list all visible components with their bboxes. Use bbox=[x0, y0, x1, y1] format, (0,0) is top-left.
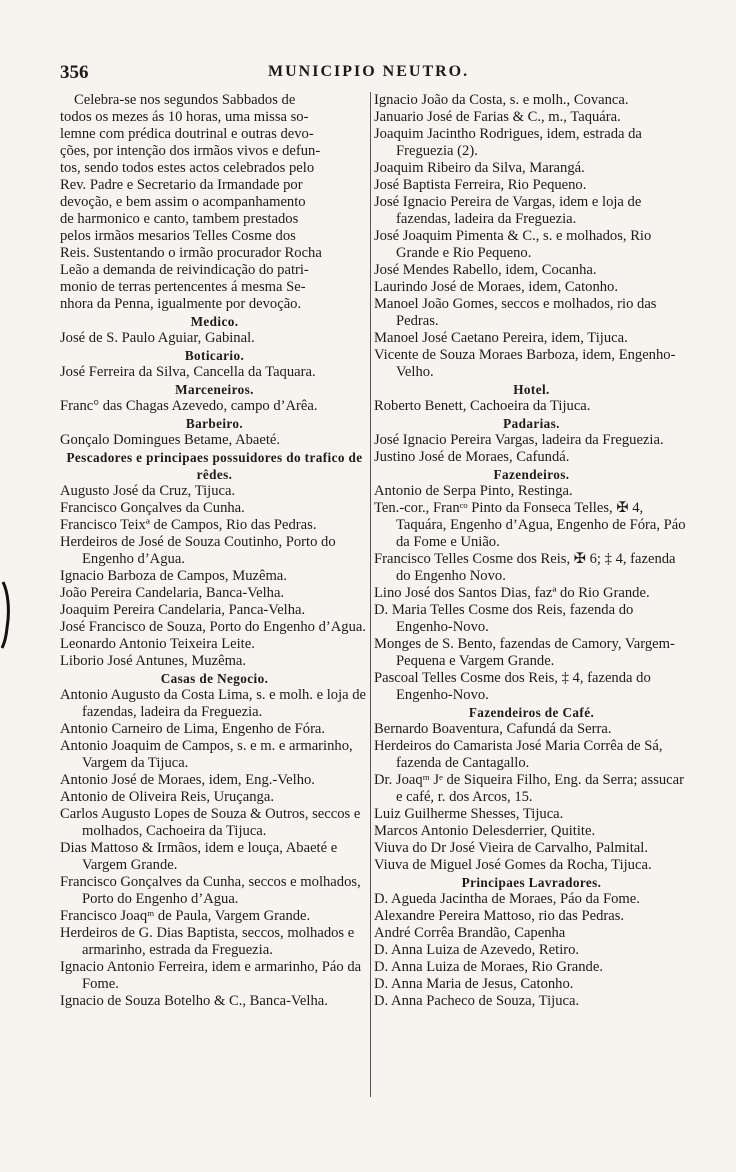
intro-line: Reis. Sustentando o irmão procurador Rocha bbox=[60, 245, 322, 261]
list-item: D. Anna Pacheco de Souza, Tijuca. bbox=[374, 993, 580, 1009]
margin-ink-mark bbox=[0, 580, 12, 650]
list-item: Vicente de Souza Moraes Barboza, idem, Engenho-Velho. bbox=[374, 347, 676, 380]
list-item: Francisco Teixª de Campos, Rio das Pedras. bbox=[60, 517, 317, 533]
list-item: Dr. Joaqᵐ Jᵉ de Siqueira Filho, Eng. da Serra; assucar e café, r. dos Arcos, 15. bbox=[374, 772, 684, 805]
list-item: Antonio de Oliveira Reis, Uruçanga. bbox=[60, 789, 274, 805]
list-item: Herdeiros de José de Souza Coutinho, Porto do Engenho d’Agua. bbox=[60, 534, 336, 567]
section-heading: Fazendeiros de Café. bbox=[468, 705, 595, 720]
list-item: Joaquim Pereira Candelaria, Panca-Velha. bbox=[60, 602, 306, 618]
intro-paragraph bbox=[60, 92, 369, 313]
section-heading: Boticario. bbox=[184, 348, 245, 363]
right-column bbox=[374, 92, 689, 1010]
intro-line: Rev. Padre e Secretario da Irmandade por bbox=[60, 177, 303, 193]
left-column bbox=[60, 92, 369, 1010]
running-title: MUNICIPIO NEUTRO. bbox=[268, 63, 470, 80]
list-item: Antonio José de Moraes, idem, Eng.-Velho. bbox=[60, 772, 315, 788]
list-item: Ignacio Barboza de Campos, Muzêma. bbox=[60, 568, 287, 584]
list-item: Dias Mattoso & Irmãos, idem e louça, Abaeté e Vargem Grande. bbox=[60, 840, 338, 873]
list-item: Roberto Benett, Cachoeira da Tijuca. bbox=[374, 398, 591, 414]
list-item: Joaquim Jacintho Rodrigues, idem, estrada da Freguezia (2). bbox=[374, 126, 642, 159]
list-item: José Ignacio Pereira Vargas, ladeira da Freguezia. bbox=[374, 432, 664, 448]
section bbox=[374, 466, 689, 704]
list-item: Antonio Joaquim de Campos, s. e m. e armarinho, Vargem da Tijuca. bbox=[60, 738, 353, 771]
right-sections bbox=[374, 381, 689, 1010]
list-item: D. Anna Luiza de Moraes, Rio Grande. bbox=[374, 959, 603, 975]
list-item: José Ferreira da Silva, Cancella da Taquara. bbox=[60, 364, 316, 380]
section bbox=[60, 670, 369, 1010]
list-item: Antonio Augusto da Costa Lima, s. e molh. e loja de fazendas, ladeira da Freguezia. bbox=[60, 687, 367, 720]
list-item: Joaquim Ribeiro da Silva, Marangá. bbox=[374, 160, 585, 176]
list-item: Antonio Carneiro de Lima, Engenho de Fóra. bbox=[60, 721, 326, 737]
list-item: Franc° das Chagas Azevedo, campo d’Arêa. bbox=[60, 398, 318, 414]
section-heading: Hotel. bbox=[513, 382, 550, 397]
page-number: 356 bbox=[60, 62, 89, 83]
page-header bbox=[60, 62, 692, 84]
section-heading: Barbeiro. bbox=[185, 416, 244, 431]
intro-line: Celebra-se nos segundos Sabbados de bbox=[74, 92, 296, 108]
list-item: D. Anna Maria de Jesus, Catonho. bbox=[374, 976, 574, 992]
section-heading: Principaes Lavradores. bbox=[461, 875, 602, 890]
intro-line: pelos irmãos mesarios Telles Cosme dos bbox=[60, 228, 296, 244]
intro-line: lemne com prédica doutrinal e outras devo- bbox=[60, 126, 314, 142]
list-item: Lino José dos Santos Dias, fazª do Rio Grande. bbox=[374, 585, 650, 601]
list-item: José Mendes Rabello, idem, Cocanha. bbox=[374, 262, 597, 278]
list-item: José Francisco de Souza, Porto do Engenho d’Agua. bbox=[60, 619, 367, 635]
section-heading: Marceneiros. bbox=[175, 382, 254, 397]
section-heading: Medico. bbox=[190, 314, 239, 329]
list-item: José Joaquim Pimenta & C., s. e molhados, Rio Grande e Rio Pequeno. bbox=[374, 228, 652, 261]
section bbox=[60, 449, 369, 670]
list-item: Marcos Antonio Delesderrier, Quitite. bbox=[374, 823, 596, 839]
list-item: Ignacio João da Costa, s. e molh., Covanca. bbox=[374, 92, 629, 108]
list-item: Manoel João Gomes, seccos e molhados, rio das Pedras. bbox=[374, 296, 657, 329]
section-heading: Fazendeiros. bbox=[493, 467, 570, 482]
section-heading: Casas de Negocio. bbox=[160, 671, 269, 686]
list-item: Alexandre Pereira Mattoso, rio das Pedras. bbox=[374, 908, 625, 924]
intro-line: monio de terras pertencentes á mesma Se- bbox=[60, 279, 306, 295]
list-item: Januario José de Farias & C., m., Taquára. bbox=[374, 109, 621, 125]
list-item: D. Agueda Jacintha de Moraes, Páo da Fome. bbox=[374, 891, 640, 907]
intro-line: de harmonico e canto, tambem prestados bbox=[60, 211, 299, 227]
list-item: D. Anna Luiza de Azevedo, Retiro. bbox=[374, 942, 580, 958]
list-item: Pascoal Telles Cosme dos Reis, ‡ 4, fazenda do Engenho-Novo. bbox=[374, 670, 651, 703]
list-item: Francisco Gonçalves da Cunha. bbox=[60, 500, 245, 516]
intro-line: ções, por intenção dos irmãos vivos e defun- bbox=[60, 143, 321, 159]
list-item: Herdeiros do Camarista José Maria Corrêa de Sá, fazenda de Cantagallo. bbox=[374, 738, 663, 771]
section bbox=[60, 313, 369, 347]
list-item: Francisco Joaqᵐ de Paula, Vargem Grande. bbox=[60, 908, 311, 924]
list-item: José Ignacio Pereira de Vargas, idem e loja de fazendas, ladeira da Freguezia. bbox=[374, 194, 642, 227]
list-item: Herdeiros de G. Dias Baptista, seccos, molhados e armarinho, estrada da Freguezia. bbox=[60, 925, 355, 958]
list-item: Ten.-cor., Franᶜᵒ Pinto da Fonseca Telles, ✠ 4, Taquára, Engenho d’Agua, Engenho de Fóra, Páo da Fome e União. bbox=[374, 500, 686, 550]
list-item: José Baptista Ferreira, Rio Pequeno. bbox=[374, 177, 587, 193]
list-item: Bernardo Boaventura, Cafundá da Serra. bbox=[374, 721, 612, 737]
list-item: Luiz Guilherme Shesses, Tijuca. bbox=[374, 806, 564, 822]
list-item: Francisco Telles Cosme dos Reis, ✠ 6; ‡ 4, fazenda do Engenho Novo. bbox=[374, 551, 676, 584]
list-item: Justino José de Moraes, Cafundá. bbox=[374, 449, 570, 465]
list-item: Ignacio de Souza Botelho & C., Banca-Velha. bbox=[60, 993, 328, 1009]
list-item: Viuva do Dr José Vieira de Carvalho, Palmital. bbox=[374, 840, 648, 856]
section bbox=[374, 874, 689, 1010]
intro-line: nhora da Penna, igualmente por devoção. bbox=[60, 296, 302, 312]
list-item: Ignacio Antonio Ferreira, idem e armarinho, Páo da Fome. bbox=[60, 959, 362, 992]
section bbox=[374, 415, 689, 466]
list-item: Francisco Gonçalves da Cunha, seccos e molhados, Porto do Engenho d’Agua. bbox=[60, 874, 361, 907]
section bbox=[60, 347, 369, 381]
list-item: João Pereira Candelaria, Banca-Velha. bbox=[60, 585, 285, 601]
intro-line: devoção, e bem assim o acompanhamento bbox=[60, 194, 306, 210]
list-item: Leonardo Antonio Teixeira Leite. bbox=[60, 636, 255, 652]
intro-line: tos, sendo todos estes actos celebrados pelo bbox=[60, 160, 315, 176]
right-lead-list bbox=[374, 92, 689, 381]
left-sections bbox=[60, 313, 369, 1010]
list-item: Monges de S. Bento, fazendas de Camory, Vargem-Pequena e Vargem Grande. bbox=[374, 636, 675, 669]
list-item: José de S. Paulo Aguiar, Gabinal. bbox=[60, 330, 255, 346]
section-heading: Padarias. bbox=[503, 416, 560, 431]
list-item: Liborio José Antunes, Muzêma. bbox=[60, 653, 247, 669]
list-item: Carlos Augusto Lopes de Souza & Outros, seccos e molhados, Cachoeira da Tijuca. bbox=[60, 806, 361, 839]
list-item: Manoel José Caetano Pereira, idem, Tijuca. bbox=[374, 330, 628, 346]
list-item: Antonio de Serpa Pinto, Restinga. bbox=[374, 483, 573, 499]
list-item: Viuva de Miguel José Gomes da Rocha, Tijuca. bbox=[374, 857, 652, 873]
intro-line: Leão a demanda de reivindicação do patri- bbox=[60, 262, 309, 278]
section bbox=[374, 704, 689, 874]
list-item: Gonçalo Domingues Betame, Abaeté. bbox=[60, 432, 281, 448]
section-heading: Pescadores e principaes possuidores do trafico de rêdes. bbox=[66, 450, 363, 482]
list-item: Augusto José da Cruz, Tijuca. bbox=[60, 483, 236, 499]
list-item: D. Maria Telles Cosme dos Reis, fazenda do Engenho-Novo. bbox=[374, 602, 634, 635]
column-divider bbox=[370, 92, 371, 1097]
intro-line: todos os mezes ás 10 horas, uma missa so- bbox=[60, 109, 309, 125]
list-item: André Corrêa Brandão, Capenha bbox=[374, 925, 566, 941]
section bbox=[60, 415, 369, 449]
section bbox=[374, 381, 689, 415]
section bbox=[60, 381, 369, 415]
list-item: Laurindo José de Moraes, idem, Catonho. bbox=[374, 279, 618, 295]
